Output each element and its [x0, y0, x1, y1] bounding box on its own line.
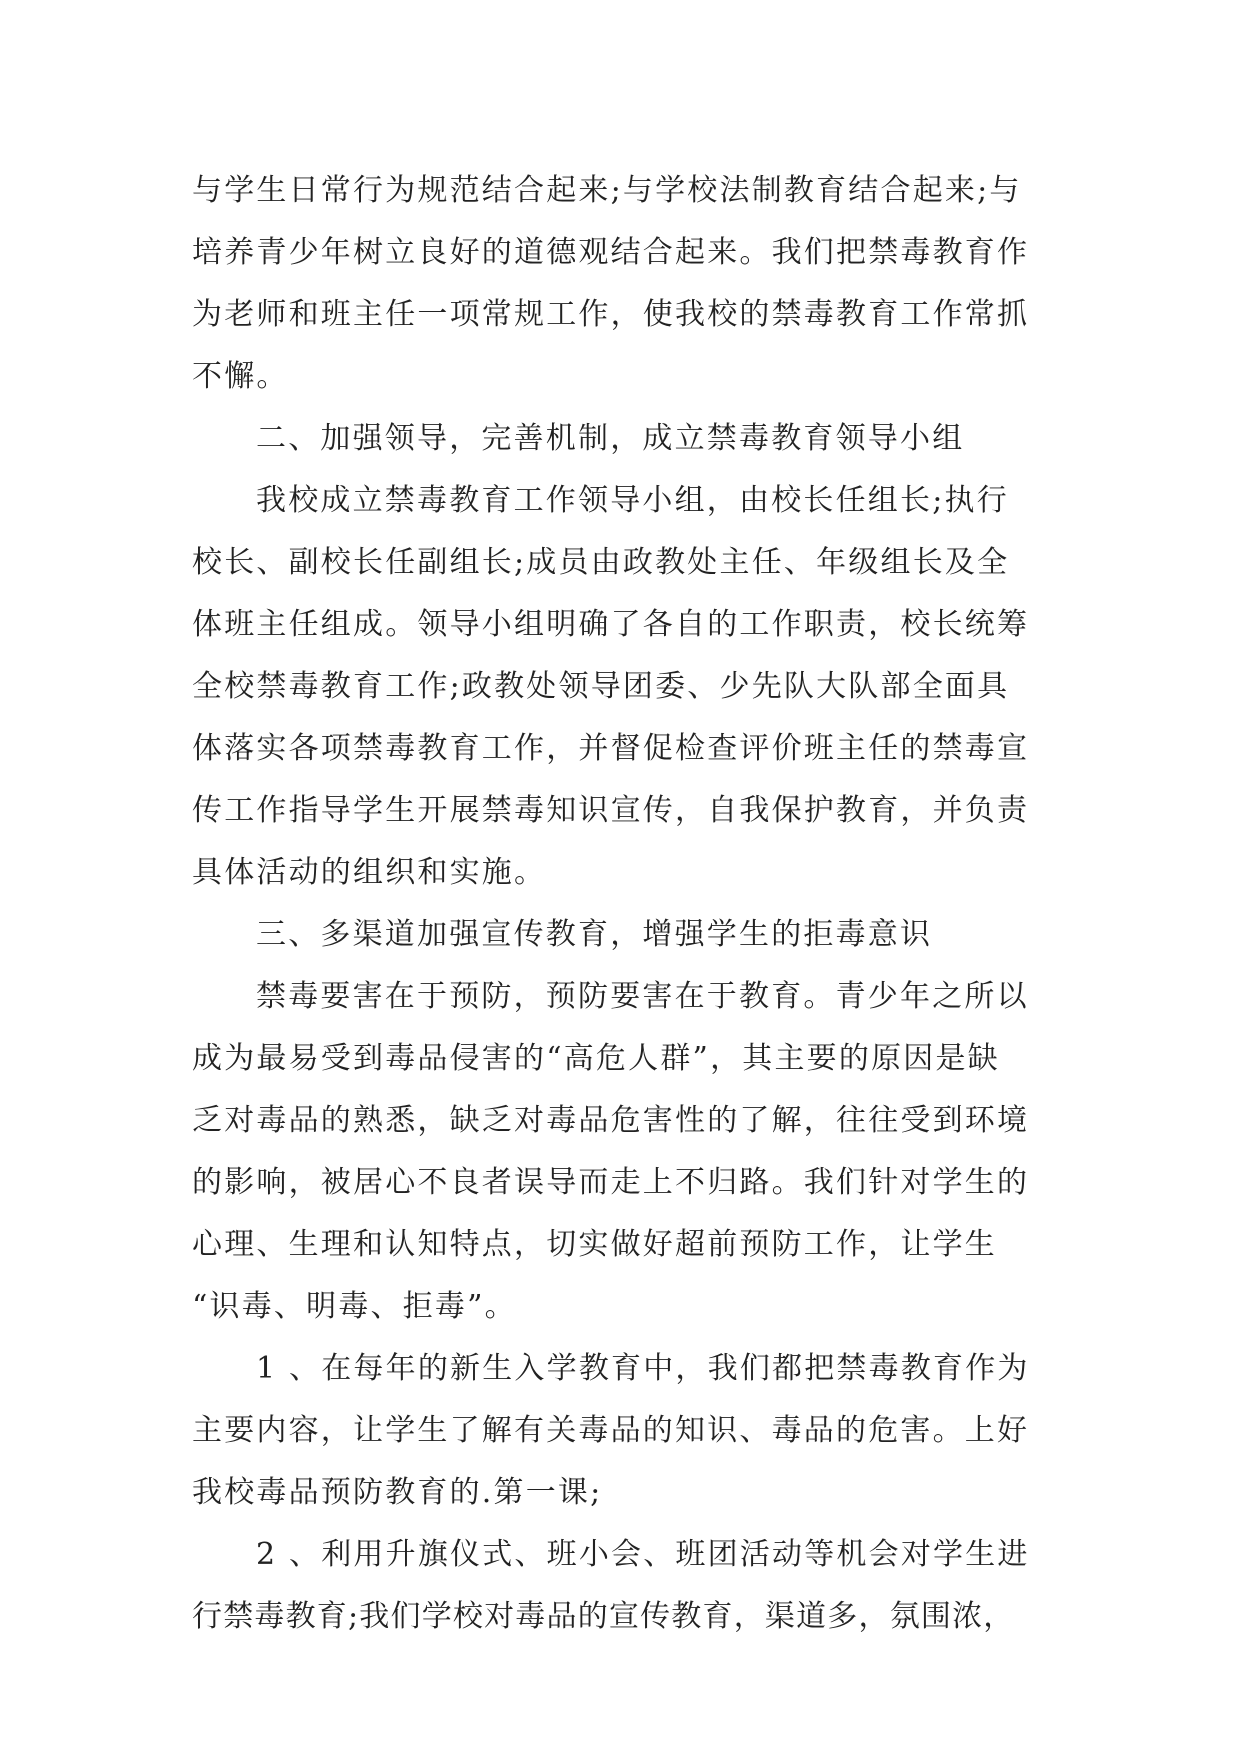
text-line: 禁毒要害在于预防，预防要害在于教育。青少年之所以	[256, 979, 1029, 1014]
text-line: 体落实各项禁毒教育工作，并督促检查评价班主任的禁毒宣	[192, 731, 1030, 766]
body-text	[192, 160, 1052, 1648]
text-line: 我校成立禁毒教育工作领导小组，由校长任组长;执行	[256, 483, 1009, 518]
text-line: 不懈。	[192, 359, 289, 394]
text-line: 我校毒品预防教育的.第一课;	[192, 1475, 603, 1510]
text-line: 体班主任组成。领导小组明确了各自的工作职责，校长统筹	[192, 607, 1030, 642]
text-line: “识毒、明毒、拒毒”。	[192, 1289, 517, 1324]
text-line: 具体活动的组织和实施。	[192, 855, 547, 890]
list-item: 1 、在每年的新生入学教育中，我们都把禁毒教育作为	[256, 1351, 1030, 1386]
text-line: 心理、生理和认知特点，切实做好超前预防工作，让学生	[192, 1227, 997, 1262]
text-line: 行禁毒教育;我们学校对毒品的宣传教育，渠道多，氛围浓，	[192, 1599, 1015, 1634]
text-line: 培养青少年树立良好的道德观结合起来。我们把禁毒教育作	[192, 235, 1030, 270]
text-line: 传工作指导学生开展禁毒知识宣传，自我保护教育，并负责	[192, 793, 1030, 828]
text-line: 主要内容，让学生了解有关毒品的知识、毒品的危害。上好	[192, 1413, 1030, 1448]
text-line: 为老师和班主任一项常规工作，使我校的禁毒教育工作常抓	[192, 297, 1030, 332]
list-item: 2 、利用升旗仪式、班小会、班团活动等机会对学生进	[256, 1537, 1030, 1572]
text-line: 乏对毒品的熟悉，缺乏对毒品危害性的了解，往往受到环境	[192, 1103, 1030, 1138]
section-heading: 三、多渠道加强宣传教育，增强学生的拒毒意识	[256, 917, 933, 952]
text-line: 校长、副校长任副组长;成员由政教处主任、年级组长及全	[192, 545, 1010, 580]
text-line: 与学生日常行为规范结合起来;与学校法制教育结合起来;与	[192, 173, 1022, 208]
text-line: 成为最易受到毒品侵害的“高危人群”，其主要的原因是缺	[192, 1041, 1000, 1076]
text-line: 全校禁毒教育工作;政教处领导团委、少先队大队部全面具	[192, 669, 1010, 704]
text-line: 的影响，被居心不良者误导而走上不归路。我们针对学生的	[192, 1165, 1030, 1200]
section-heading: 二、加强领导，完善机制，成立禁毒教育领导小组	[256, 421, 965, 456]
